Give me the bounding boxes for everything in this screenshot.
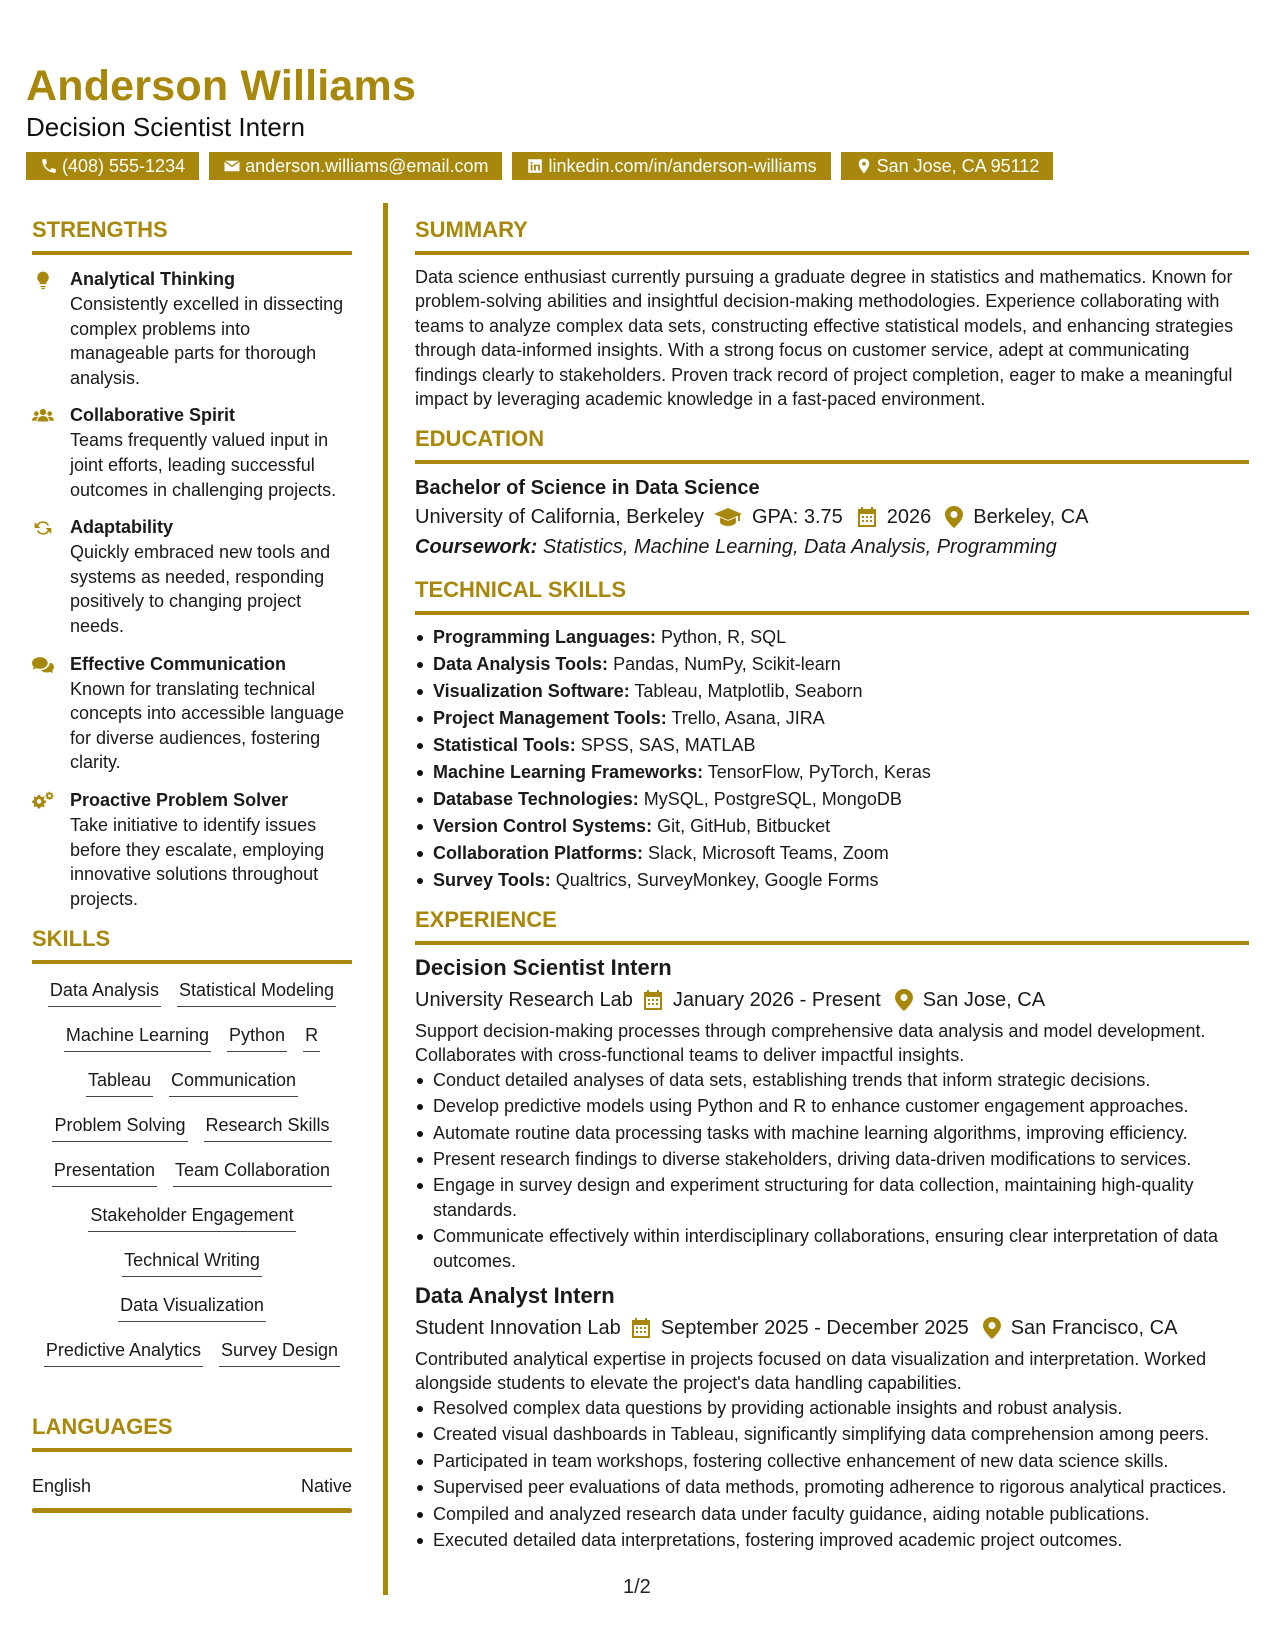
list-item [415,814,1249,838]
map-marker-icon [855,157,873,175]
list-item [415,760,1249,784]
skill-tag: Tableau [86,1068,153,1097]
contact-location-text: San Jose, CA 95112 [876,155,1040,176]
coursework-label: Coursework: [415,536,538,559]
list-item: Created visual dashboards in Tableau, significantly simplifying data comprehension among peers. [415,1422,1249,1446]
strength-title: Effective Communication [70,653,287,674]
job-meta [415,1313,1249,1343]
skill-tag: Predictive Analytics [44,1338,203,1367]
coursework [415,532,1249,562]
strength-item [32,515,352,638]
coursework-list: Statistics, Machine Learning, Data Analysis, Programming [542,536,1057,559]
skill-label: Machine Learning Frameworks: [433,761,704,782]
contact-location[interactable] [841,152,1054,180]
list-item [415,679,1249,703]
job-location: San Francisco, CA [1010,1317,1178,1340]
summary-text: Data science enthusiast currently pursuing a graduate degree in statistics and mathematics. Known for problem-solving abilities and insightful decision-making methodologies. Experience collaborating with teams to analyze complex data sets, constructing effective statistical models, and enhancing strategies through data-informed insights. With a strong focus on customer service, adept at communicating findings clearly to stakeholders. Proven track record of project completion, eager to make a meaningful impact by leveraging academic knowledge in a fast-paced environment. [415,267,1234,410]
skill-tag: Data Analysis [48,978,161,1007]
right-column [415,216,1249,1554]
skill-label: Collaboration Platforms: [433,842,644,863]
phone-icon [40,157,58,175]
job-location: San Jose, CA [922,989,1046,1011]
strength-desc: Teams frequently valued input in joint efforts, leading successful outcomes in challenging projects. [70,430,337,500]
skill-value: Slack, Microsoft Teams, Zoom [648,842,889,863]
skill-value: Git, GitHub, Bitbucket [657,815,831,836]
skill-label: Statistical Tools: [433,735,576,756]
skill-value: Python, R, SQL [661,627,787,648]
languages-heading: LANGUAGES [32,1414,173,1440]
skill-label: Programming Languages: [433,627,657,648]
list-item [415,733,1249,757]
skill-tag: Team Collaboration [173,1158,332,1187]
skill-value: Pandas, NumPy, Scikit-learn [613,654,841,675]
skill-tag: Survey Design [219,1338,340,1367]
list-item: Participated in team workshops, fostering collective enhancement of new data science skills. [415,1449,1249,1473]
list-item [415,787,1249,811]
job-org: Student Innovation Lab [415,1317,621,1340]
list-item: Resolved complex data questions by providing actionable insights and robust analysis. [415,1396,1249,1420]
job-entry [415,953,1249,1273]
strength-desc: Known for translating technical concepts into accessible language for diverse audiences, fostering clarity. [70,678,345,773]
skill-tag: Python [227,1023,287,1052]
strength-title: Adaptability [70,517,174,538]
job-entry [415,1281,1249,1552]
strengths-heading: STRENGTHS [32,217,168,242]
calendar-icon [857,507,877,527]
strengths-rule [32,251,352,255]
map-marker-icon [983,1317,1001,1339]
skill-value: Qualtrics, SurveyMonkey, Google Forms [555,869,879,890]
skill-value: Tableau, Matplotlib, Seaborn [634,681,863,702]
list-item: Automate routine data processing tasks with machine learning algorithms, improving efficiency. [415,1121,1249,1145]
contact-phone-text: (408) 555-1234 [62,155,186,176]
map-marker-icon [945,506,963,528]
job-dates: September 2025 - December 2025 [660,1317,969,1340]
job-bullets [415,1396,1249,1552]
education-heading: EDUCATION [415,426,545,452]
skill-row [32,1195,352,1240]
calendar-icon [643,990,663,1010]
skill-tag: Technical Writing [122,1248,262,1277]
strength-desc: Quickly embraced new tools and systems as needed, responding positively to changing project needs. [70,542,331,636]
language-name: English [32,1476,92,1497]
experience-rule [415,941,1249,945]
skill-row [32,1060,352,1105]
contact-bar [26,152,1053,180]
language-item [32,1474,352,1498]
list-item: Engage in survey design and experiment structuring for data collection, maintaining high-quality standards. [415,1173,1249,1222]
technical-skills-list [415,625,1249,892]
skill-row [32,1240,352,1285]
graduation-year: 2026 [886,506,932,529]
strength-desc: Consistently excelled in dissecting complex problems into manageable parts for thorough analysis. [70,294,344,388]
education-rule [415,460,1249,464]
strength-title: Proactive Problem Solver [70,789,289,810]
users-icon [32,406,54,426]
list-item [415,706,1249,730]
envelope-icon [223,157,241,175]
graduation-cap-icon [714,507,742,527]
technical-skills-rule [415,611,1249,615]
experience-heading: EXPERIENCE [415,907,557,932]
skill-tag: Research Skills [204,1113,332,1142]
list-item: Develop predictive models using Python and R to enhance customer engagement approaches. [415,1094,1249,1118]
list-item: Communicate effectively within interdisciplinary collaborations, ensuring clear interpretation of data outcomes. [415,1224,1249,1273]
lightbulb-icon [32,270,54,290]
education-meta [415,502,1249,532]
summary-heading: SUMMARY [415,217,528,242]
skill-row [32,970,352,1015]
job-org: University Research Lab [415,989,633,1011]
skill-tag: Problem Solving [52,1113,187,1142]
list-item: Compiled and analyzed research data under faculty guidance, aiding notable publications. [415,1502,1249,1526]
degree-title: Bachelor of Science in Data Science [415,477,760,500]
list-item [415,868,1249,892]
job-meta [415,985,1249,1015]
job-description: Contributed analytical expertise in projects focused on data visualization and interpretation. Worked alongside students to elevate the project's data handling capabilities. [415,1349,1207,1394]
skill-tag: Data Visualization [118,1293,266,1322]
contact-email[interactable] [209,152,502,180]
strength-title: Collaborative Spirit [70,405,236,426]
comments-icon [32,655,54,675]
language-level: Native [300,1476,352,1497]
list-item [415,841,1249,865]
strength-title: Analytical Thinking [70,269,236,289]
strength-item [32,403,352,502]
skills-rule [32,960,352,964]
skill-value: MySQL, PostgreSQL, MongoDB [643,788,902,809]
skill-row [32,1330,352,1375]
column-divider [383,203,388,1595]
skill-label: Database Technologies: [433,788,639,809]
skill-tag: Stakeholder Engagement [88,1203,295,1232]
skill-label: Survey Tools: [433,869,551,890]
job-description: Support decision-making processes through comprehensive data analysis and model development. Collaborates with cross-functional teams to deliver impactful insights. [415,1021,1206,1066]
skill-tag: Machine Learning [64,1023,211,1052]
skills-cloud [32,970,352,1375]
languages-rule [32,1448,352,1452]
skill-tag: Statistical Modeling [177,978,336,1007]
technical-skills-heading: TECHNICAL SKILLS [415,577,627,603]
strength-desc: Take initiative to identify issues before they escalate, employing innovative solutions throughout projects. [70,814,325,909]
gpa-text: GPA: 3.75 [752,506,843,529]
list-item [415,652,1249,676]
skill-tag: R [303,1023,320,1052]
skill-row [32,1285,352,1330]
skill-tag: Presentation [52,1158,157,1187]
list-item: Supervised peer evaluations of data methods, promoting adherence to rigorous analytical practices. [415,1475,1249,1499]
candidate-title: Decision Scientist Intern [26,112,305,142]
skill-label: Version Control Systems: [433,815,653,836]
strengths-list [32,267,352,911]
left-column [32,216,352,1513]
skill-row [32,1105,352,1150]
summary-rule [415,251,1249,255]
skill-row [32,1150,352,1195]
job-title: Data Analyst Intern [415,1283,615,1309]
page-number: 1/2 [623,1576,651,1598]
skill-value: Trello, Asana, JIRA [671,708,825,729]
skill-tag: Communication [169,1068,298,1097]
skills-heading: SKILLS [32,926,111,952]
skill-row [32,1015,352,1060]
sync-icon [32,518,54,538]
skill-label: Data Analysis Tools: [433,654,609,675]
contact-linkedin-text: linkedin.com/in/anderson-williams [548,155,817,176]
candidate-name: Anderson Williams [26,62,417,110]
skill-label: Visualization Software: [433,681,630,702]
cogs-icon [32,791,54,811]
list-item: Present research findings to diverse stakeholders, driving data-driven modifications to services. [415,1147,1249,1171]
job-title: Decision Scientist Intern [415,955,672,980]
language-level-bar [32,1508,352,1513]
strength-item [32,652,352,775]
list-item [415,625,1249,649]
contact-email-text: anderson.williams@email.com [245,155,489,176]
map-marker-icon [895,989,913,1011]
school-name: University of California, Berkeley [415,506,704,529]
job-bullets [415,1068,1249,1273]
list-item: Executed detailed data interpretations, fostering improved academic project outcomes. [415,1528,1249,1552]
contact-linkedin[interactable] [512,152,830,180]
job-dates: January 2026 - Present [672,989,881,1011]
strength-item [32,267,352,390]
calendar-icon [631,1318,651,1338]
school-location: Berkeley, CA [973,506,1089,529]
skill-value: SPSS, SAS, MATLAB [580,735,756,756]
contact-phone[interactable] [26,152,199,180]
list-item: Conduct detailed analyses of data sets, establishing trends that inform strategic decisions. [415,1068,1249,1092]
skill-label: Project Management Tools: [433,708,667,729]
strength-item [32,788,352,911]
skill-value: TensorFlow, PyTorch, Keras [707,761,931,782]
linkedin-icon [526,157,544,175]
